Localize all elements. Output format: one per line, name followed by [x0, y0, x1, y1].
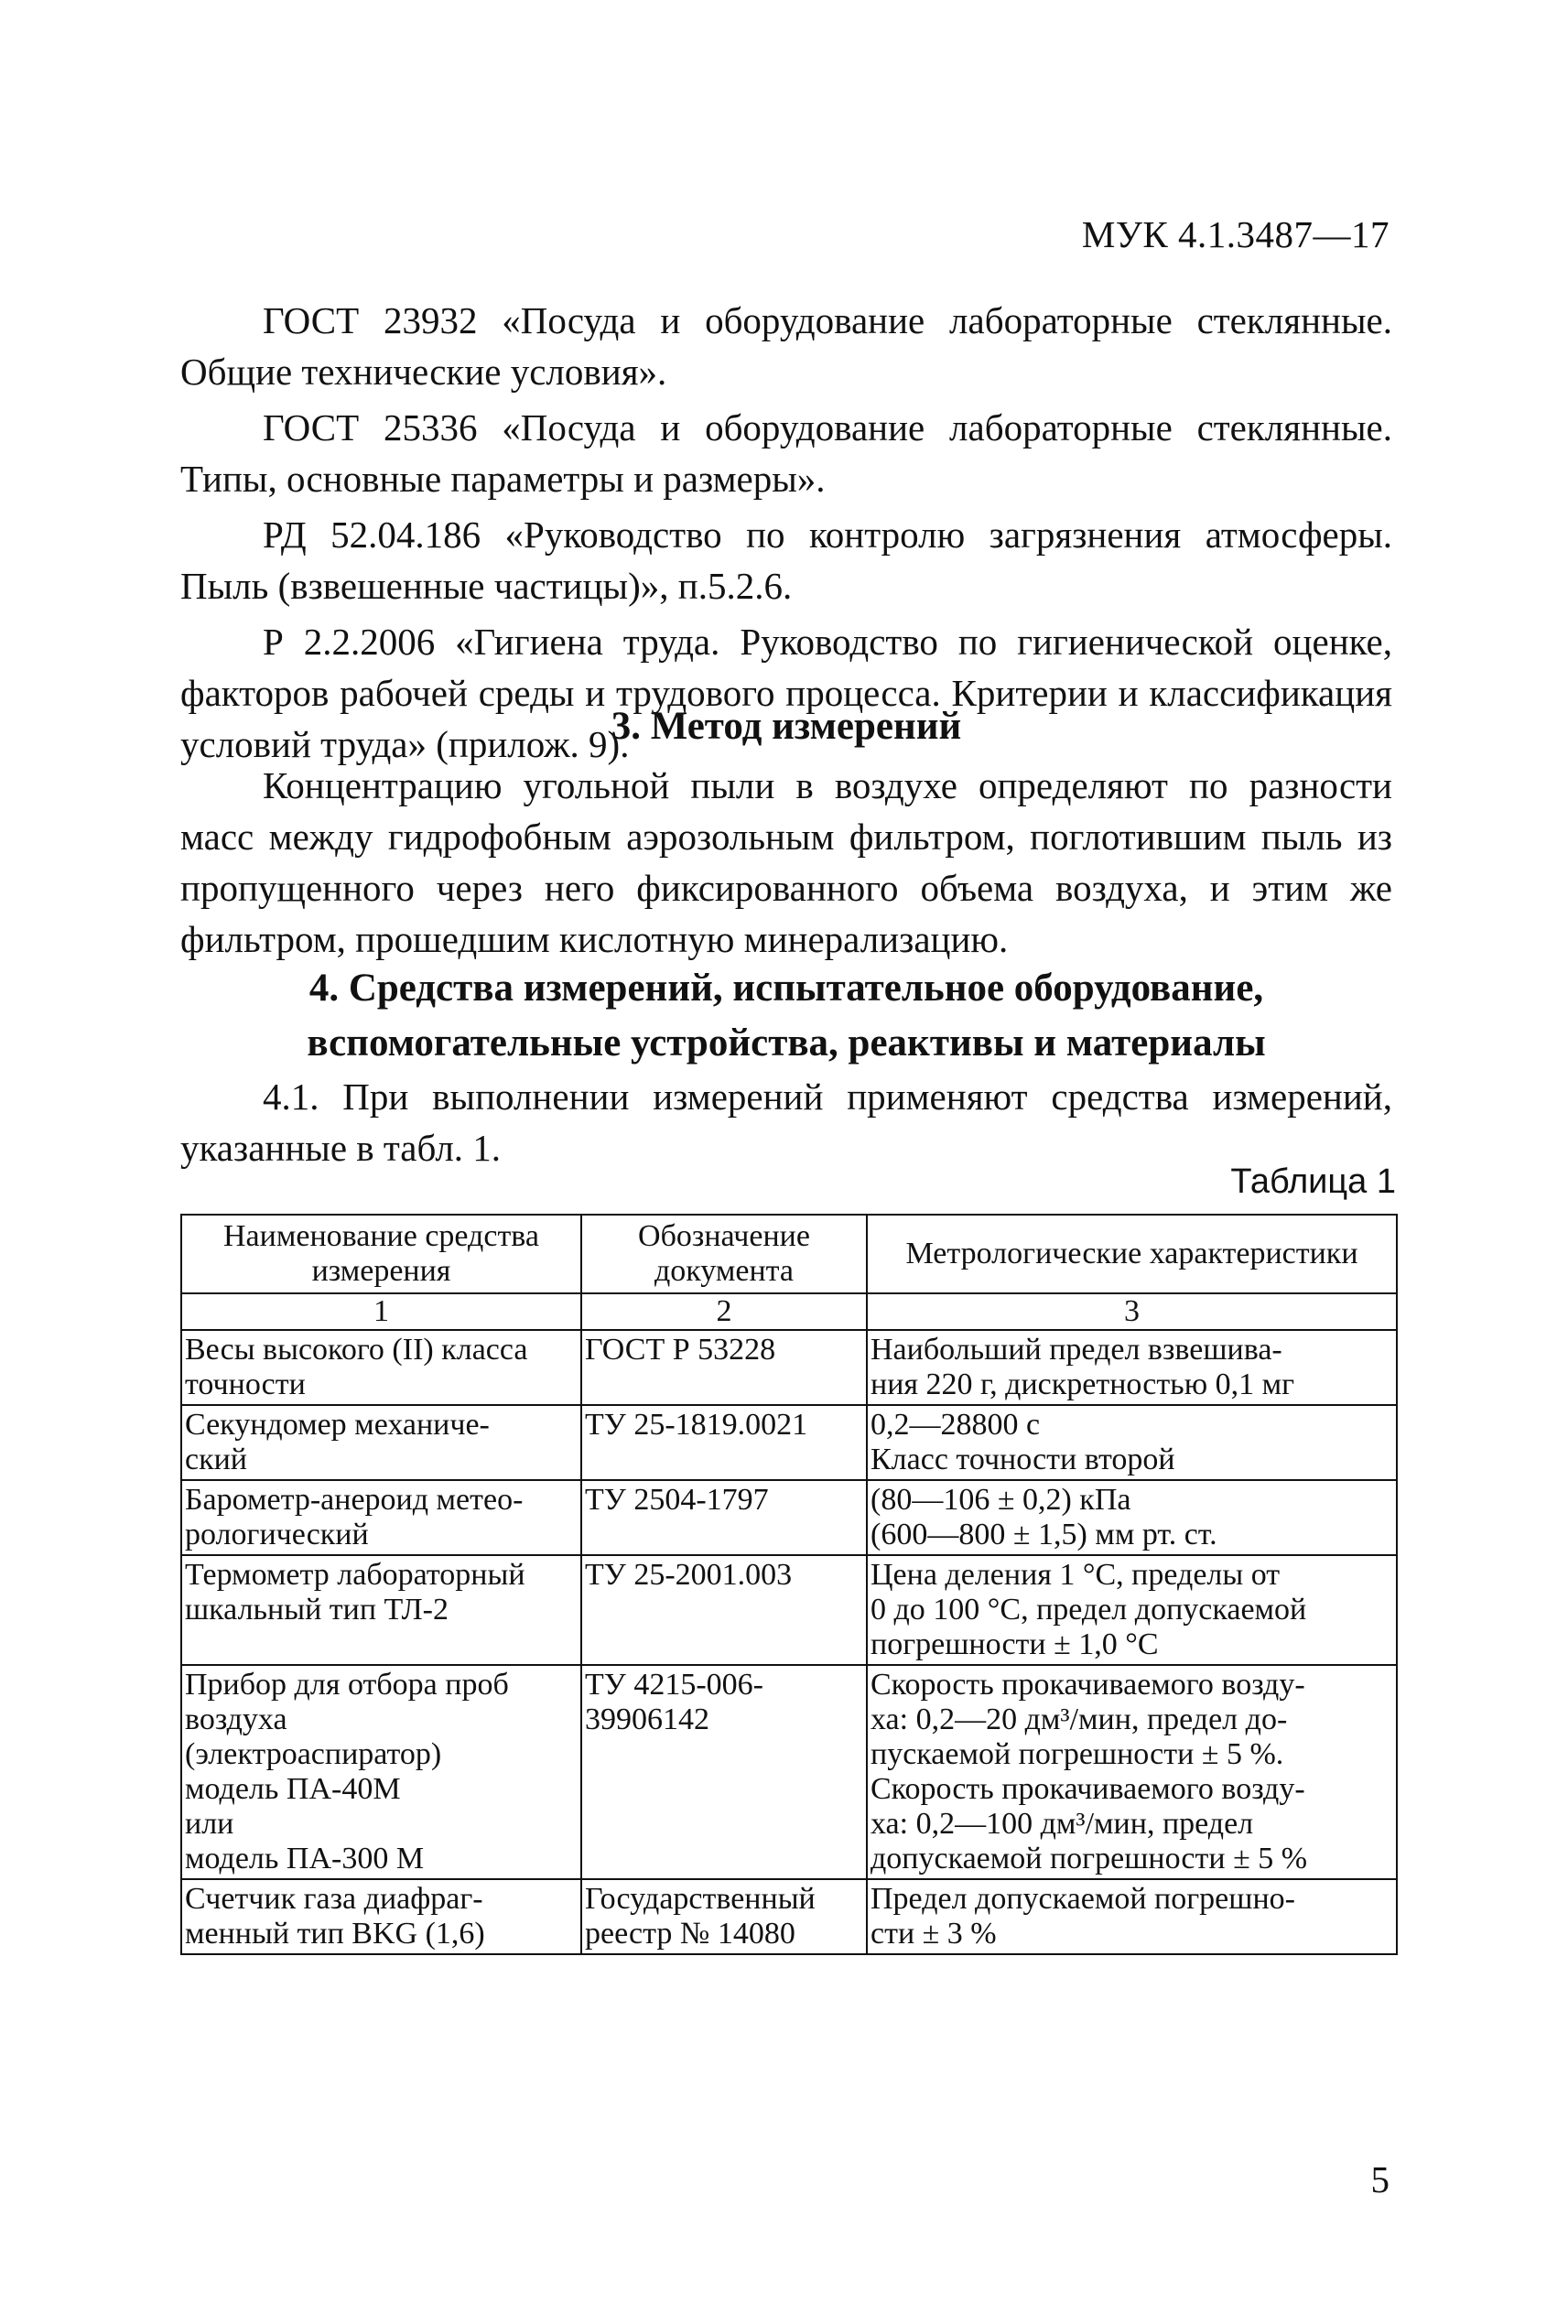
- cell-text-line: Секундомер механиче-: [185, 1408, 490, 1442]
- cell-text-line: Предел допускаемой погрешно-: [871, 1882, 1295, 1916]
- cell-text-line: Счетчик газа диафраг-: [185, 1882, 483, 1916]
- reference-paragraph: ГОСТ 23932 «Посуда и оборудование лабораторные стеклянные. Общие технические условия».: [180, 299, 1392, 393]
- cell-text-line: ния 220 г, дискретностью 0,1 мг: [871, 1367, 1295, 1401]
- document-designation-cell: [581, 1480, 867, 1555]
- section-3-paragraph: Концентрацию угольной пыли в воздухе определяют по разности масс между гидрофобным аэрозольным фильтром, поглотившим пыль из пропущенного через него фиксированного объема воздуха, и этим же фильтром, прошедшим кислотную минерализацию.: [180, 764, 1392, 960]
- cell-text-line: 0 до 100 °С, предел допускаемой: [871, 1593, 1307, 1627]
- table-header-row: [181, 1215, 1397, 1293]
- section-3-body: [180, 760, 1392, 969]
- cell-text-line: 39906142: [585, 1702, 709, 1736]
- document-code: МУК 4.1.3487—17: [1081, 213, 1390, 255]
- cell-text-line: или: [185, 1807, 234, 1841]
- instrument-name-cell: [181, 1405, 581, 1480]
- table-row: [181, 1480, 1397, 1555]
- cell-text-line: модель ПА-300 М: [185, 1842, 425, 1875]
- cell-text-line: допускаемой погрешности ± 5 %: [871, 1842, 1308, 1875]
- cell-text-line: Государственный: [585, 1882, 816, 1916]
- cell-text-line: ГОСТ Р 53228: [585, 1333, 776, 1367]
- measurement-instruments-table: [180, 1214, 1398, 1955]
- cell-text-line: воздуха: [185, 1702, 287, 1736]
- cell-text-line: 0,2—28800 с: [871, 1408, 1041, 1442]
- cell-text-line: Термометр лабораторный: [185, 1558, 525, 1592]
- cell-text-line: погрешности ± 1,0 °С: [871, 1627, 1159, 1661]
- column-number: 1: [181, 1293, 581, 1330]
- cell-text-line: Барометр-анероид метео-: [185, 1483, 524, 1517]
- cell-text-line: Скорость прокачиваемого возду-: [871, 1772, 1305, 1806]
- cell-text-line: шкальный тип ТЛ-2: [185, 1593, 449, 1627]
- characteristics-cell: [867, 1330, 1397, 1405]
- instrument-name-cell: [181, 1480, 581, 1555]
- section-3-title: 3. Метод измерений: [611, 705, 962, 748]
- column-number: 3: [867, 1293, 1397, 1330]
- cell-text-line: пускаемой погрешности ± 5 %.: [871, 1737, 1284, 1771]
- page-number: 5: [1370, 2158, 1390, 2200]
- document-designation-cell: [581, 1665, 867, 1879]
- characteristics-cell: [867, 1405, 1397, 1480]
- cell-text-line: реестр № 14080: [585, 1917, 795, 1951]
- characteristics-cell: [867, 1555, 1397, 1665]
- section-4-title: [180, 961, 1392, 1071]
- cell-text-line: сти ± 3 %: [871, 1917, 997, 1951]
- cell-text-line: (80—106 ± 0,2) кПа: [871, 1483, 1131, 1517]
- table-body: [181, 1330, 1397, 1954]
- instrument-name-cell: [181, 1665, 581, 1879]
- cell-text-line: ТУ 4215-006-: [585, 1668, 763, 1702]
- instrument-name-cell: [181, 1330, 581, 1405]
- cell-text-line: ТУ 2504-1797: [585, 1483, 769, 1517]
- cell-text-line: Наибольший предел взвешива-: [871, 1333, 1282, 1367]
- section-4-title-line-2: вспомогательные устройства, реактивы и материалы: [307, 1021, 1266, 1065]
- table-row: [181, 1665, 1397, 1879]
- cell-text-line: ТУ 25-1819.0021: [585, 1408, 808, 1442]
- reference-paragraph: Р 2.2.2006 «Гигиена труда. Руководство по гигиенической оценке, факторов рабочей среды и трудового процесса. Критерии и классификация условий труда» (прилож. 9).: [180, 621, 1392, 765]
- cell-text-line: Цена деления 1 °С, пределы от: [871, 1558, 1281, 1592]
- table-row: [181, 1555, 1397, 1665]
- section-4-body: [180, 1071, 1392, 1178]
- characteristics-cell: [867, 1879, 1397, 1954]
- header-instrument-name: Наименование средства измерения: [181, 1215, 581, 1293]
- reference-paragraph: РД 52.04.186 «Руководство по контролю загрязнения атмосферы. Пыль (взвешенные частицы)», п.5.2.6.: [180, 513, 1392, 607]
- cell-text-line: модель ПА-40М: [185, 1772, 401, 1806]
- table-caption: Таблица 1: [1230, 1162, 1396, 1201]
- table-row: [181, 1405, 1397, 1480]
- instrument-name-cell: [181, 1555, 581, 1665]
- cell-text-line: (электроаспиратор): [185, 1737, 442, 1771]
- document-designation-cell: [581, 1405, 867, 1480]
- cell-text-line: менный тип BKG (1,6): [185, 1917, 485, 1951]
- section-4-paragraph: 4.1. При выполнении измерений применяют средства измерений, указанные в табл. 1.: [180, 1076, 1392, 1169]
- cell-text-line: Скорость прокачиваемого возду-: [871, 1668, 1305, 1702]
- section-4-title-line-1: 4. Средства измерений, испытательное оборудование,: [308, 967, 1264, 1010]
- cell-text-line: ский: [185, 1443, 247, 1476]
- header-metrological-characteristics: Метрологические характеристики: [867, 1215, 1397, 1293]
- table-row: [181, 1879, 1397, 1954]
- cell-text-line: (600—800 ± 1,5) мм рт. ст.: [871, 1518, 1217, 1551]
- table-column-numbers-row: [181, 1293, 1397, 1330]
- cell-text-line: рологический: [185, 1518, 369, 1551]
- cell-text-line: ха: 0,2—20 дм³/мин, предел до-: [871, 1702, 1288, 1736]
- cell-text-line: ха: 0,2—100 дм³/мин, предел: [871, 1807, 1254, 1841]
- table-row: [181, 1330, 1397, 1405]
- characteristics-cell: [867, 1480, 1397, 1555]
- document-designation-cell: [581, 1555, 867, 1665]
- reference-paragraph: ГОСТ 25336 «Посуда и оборудование лабораторные стеклянные. Типы, основные параметры и размеры».: [180, 406, 1392, 500]
- document-designation-cell: [581, 1330, 867, 1405]
- cell-text-line: Весы высокого (II) класса: [185, 1333, 528, 1367]
- instrument-name-cell: [181, 1879, 581, 1954]
- cell-text-line: Класс точности второй: [871, 1443, 1175, 1476]
- header-document-designation: Обозначение документа: [581, 1215, 867, 1293]
- cell-text-line: точности: [185, 1367, 306, 1401]
- cell-text-line: ТУ 25-2001.003: [585, 1558, 793, 1592]
- characteristics-cell: [867, 1665, 1397, 1879]
- cell-text-line: Прибор для отбора проб: [185, 1668, 509, 1702]
- document-designation-cell: [581, 1879, 867, 1954]
- column-number: 2: [581, 1293, 867, 1330]
